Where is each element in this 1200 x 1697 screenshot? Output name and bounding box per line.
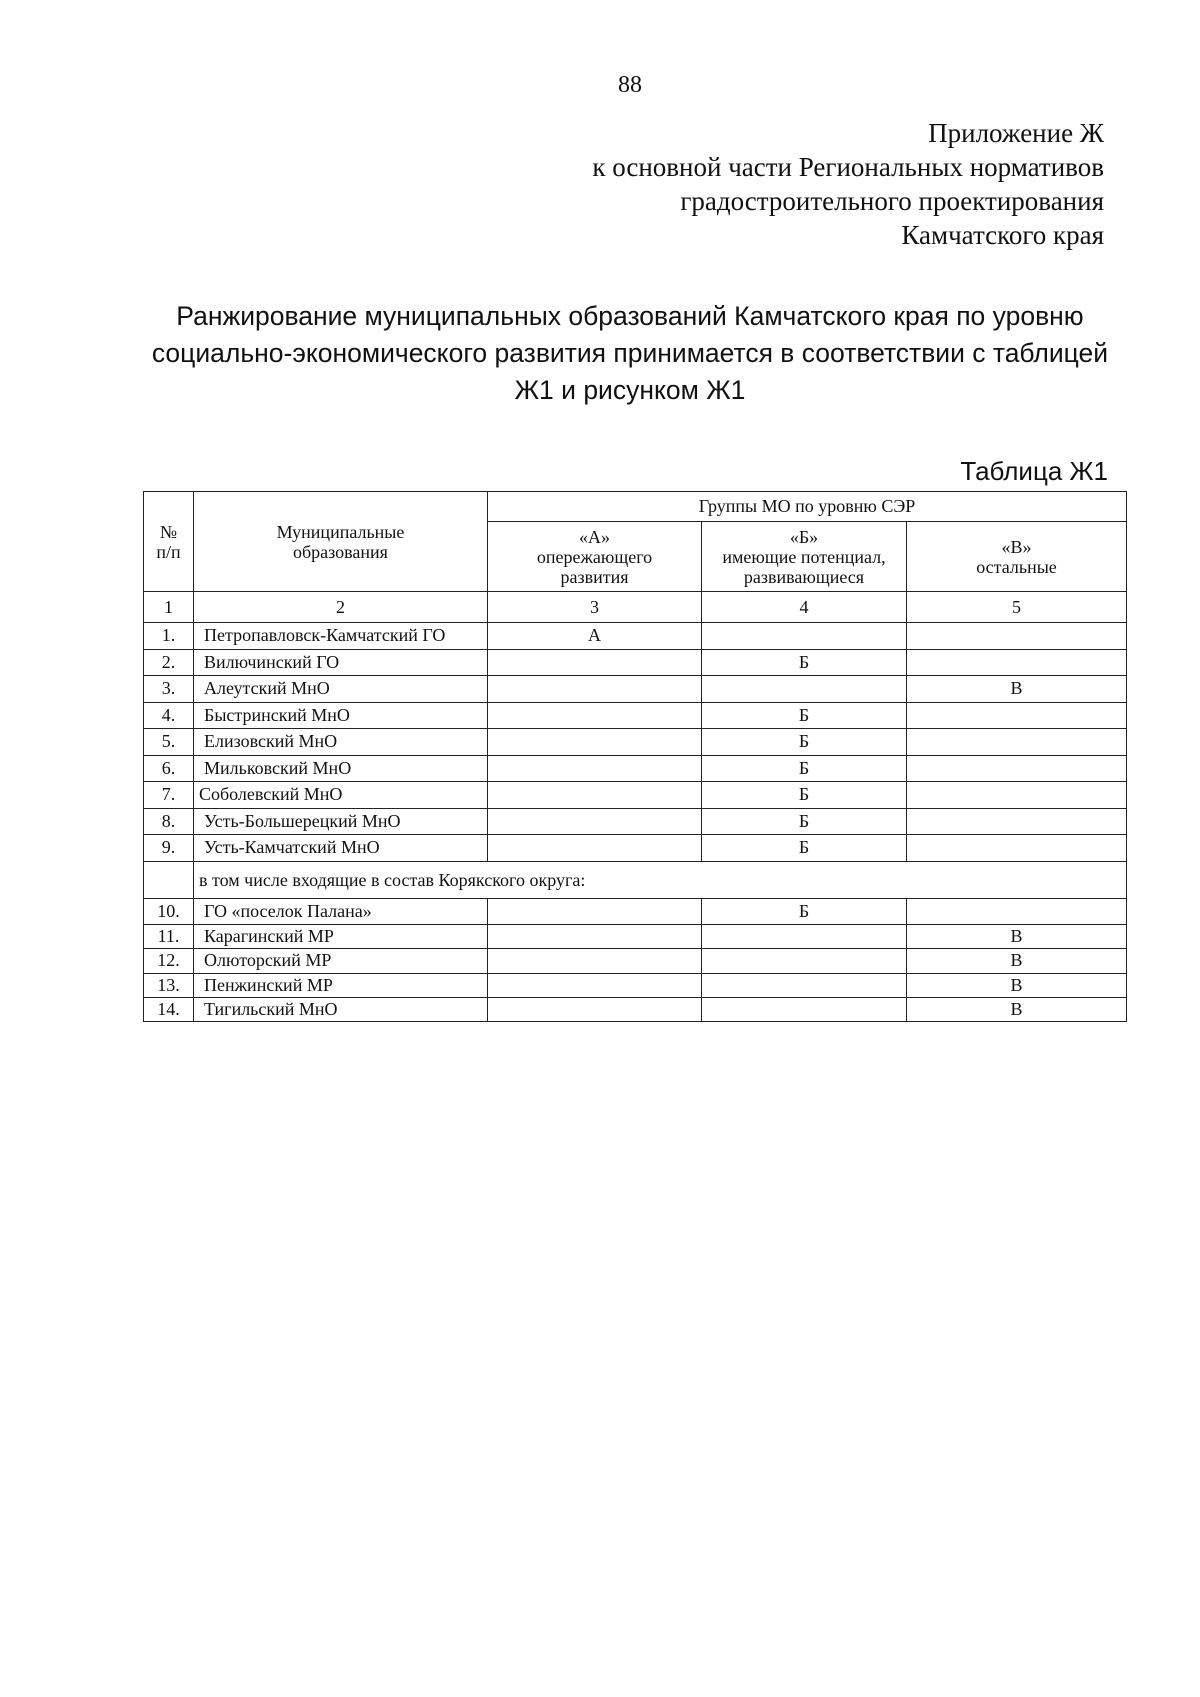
header-num-line: п/п: [156, 541, 181, 562]
row-num: 2.: [144, 649, 194, 676]
row-num: 11.: [144, 925, 194, 949]
header-groups: Группы МО по уровню СЭР: [488, 492, 1127, 522]
intro-line: Ранжирование муниципальных образований Камчатского края по уровню: [176, 301, 1084, 331]
row-num: 14.: [144, 997, 194, 1021]
row-name: Мильковский МнО: [194, 755, 488, 782]
row-name: Петропавловск-Камчатский ГО: [194, 623, 488, 650]
appendix-line: градостроительного проектирования: [680, 186, 1104, 216]
row-name: Олюторский МР: [194, 949, 488, 973]
header-num-line: №: [159, 521, 178, 542]
row-name: Усть-Большерецкий МнО: [194, 808, 488, 835]
group-b-line: «Б»: [789, 526, 819, 547]
group-b-line: развивающиеся: [743, 566, 865, 587]
appendix-title: Приложение Ж: [928, 118, 1104, 148]
row-group-b: Б: [702, 755, 907, 782]
table-row: [144, 729, 1127, 756]
row-num: 12.: [144, 949, 194, 973]
table-row: [144, 997, 1127, 1021]
ranking-table: [143, 491, 1127, 1022]
row-group-a: [488, 729, 702, 756]
row-group-c: [907, 729, 1127, 756]
intro-line: Ж1 и рисунком Ж1: [514, 375, 746, 405]
row-name: Пенжинский МР: [194, 973, 488, 997]
row-group-a: [488, 949, 702, 973]
row-group-b: Б: [702, 808, 907, 835]
row-num: 7.: [144, 782, 194, 809]
row-group-a: [488, 973, 702, 997]
table-row: [144, 973, 1127, 997]
row-name: Быстринский МнО: [194, 702, 488, 729]
row-num: 4.: [144, 702, 194, 729]
row-group-c: [907, 808, 1127, 835]
col-number: 4: [702, 592, 907, 623]
subheading: в том числе входящие в состав Корякского округа:: [194, 861, 1127, 898]
header-mo-line: образования: [293, 541, 388, 562]
row-group-b: [702, 973, 907, 997]
row-group-c: В: [907, 676, 1127, 703]
row-group-b: [702, 676, 907, 703]
row-num: 6.: [144, 755, 194, 782]
group-b-line: имеющие потенциал,: [722, 546, 886, 567]
row-name: Алеутский МнО: [194, 676, 488, 703]
row-group-c: [907, 649, 1127, 676]
subheading-row: [144, 861, 1127, 898]
row-name: Тигильский МнО: [194, 997, 488, 1021]
row-name: Вилючинский ГО: [194, 649, 488, 676]
row-group-a: [488, 755, 702, 782]
row-group-a: [488, 649, 702, 676]
table-row: [144, 925, 1127, 949]
intro-paragraph: [140, 298, 1120, 409]
header-row: [144, 492, 1127, 522]
row-name: Соболевский МнО: [194, 782, 488, 809]
page-number: 88: [618, 72, 642, 98]
row-group-b: Б: [702, 835, 907, 862]
table-row: [144, 702, 1127, 729]
subheading-empty: [144, 861, 194, 898]
row-group-b: [702, 997, 907, 1021]
table-row: [144, 649, 1127, 676]
row-group-c: [907, 782, 1127, 809]
row-group-a: [488, 835, 702, 862]
row-group-c: [907, 898, 1127, 925]
row-group-c: [907, 755, 1127, 782]
row-group-b: Б: [702, 649, 907, 676]
appendix-heading: [592, 116, 1104, 252]
row-group-b: Б: [702, 782, 907, 809]
table-caption: Таблица Ж1: [960, 456, 1108, 486]
intro-line: социально-экономического развития принимается в соответствии с таблицей: [151, 338, 1109, 368]
table-row: [144, 808, 1127, 835]
row-group-a: [488, 702, 702, 729]
group-a-line: развития: [560, 566, 629, 587]
row-group-b: [702, 949, 907, 973]
row-num: 9.: [144, 835, 194, 862]
row-group-c: В: [907, 949, 1127, 973]
col-number: 2: [194, 592, 488, 623]
row-group-a: [488, 898, 702, 925]
table-row: [144, 676, 1127, 703]
row-group-b: [702, 623, 907, 650]
table-row: [144, 835, 1127, 862]
row-group-c: [907, 702, 1127, 729]
row-group-a: [488, 808, 702, 835]
header-group-c: [907, 522, 1127, 592]
column-numbers-row: [144, 592, 1127, 623]
appendix-line: к основной части Региональных нормативов: [592, 152, 1104, 182]
table-row: [144, 755, 1127, 782]
row-group-a: [488, 997, 702, 1021]
table-row: [144, 949, 1127, 973]
row-group-b: [702, 925, 907, 949]
row-group-a: А: [488, 623, 702, 650]
header-group-b: [702, 522, 907, 592]
group-c-line: остальные: [976, 556, 1057, 577]
table-row: [144, 623, 1127, 650]
col-number: 1: [144, 592, 194, 623]
group-a-line: «А»: [579, 526, 610, 547]
row-num: 3.: [144, 676, 194, 703]
header-municipality: [194, 492, 488, 592]
row-name: Усть-Камчатский МнО: [194, 835, 488, 862]
row-group-c: В: [907, 973, 1127, 997]
row-name: Карагинский МР: [194, 925, 488, 949]
group-a-line: опережающего: [536, 546, 653, 567]
row-name: Елизовский МнО: [194, 729, 488, 756]
row-num: 8.: [144, 808, 194, 835]
row-num: 13.: [144, 973, 194, 997]
header-num: [144, 492, 194, 592]
row-group-c: В: [907, 997, 1127, 1021]
group-c-line: «В»: [1001, 536, 1032, 557]
row-group-c: В: [907, 925, 1127, 949]
table-row: [144, 898, 1127, 925]
row-group-b: Б: [702, 702, 907, 729]
row-group-c: [907, 623, 1127, 650]
appendix-line: Камчатского края: [901, 220, 1104, 250]
row-num: 5.: [144, 729, 194, 756]
row-group-b: Б: [702, 729, 907, 756]
table-row: [144, 782, 1127, 809]
row-num: 10.: [144, 898, 194, 925]
row-num: 1.: [144, 623, 194, 650]
header-group-a: [488, 522, 702, 592]
col-number: 3: [488, 592, 702, 623]
row-name: ГО «поселок Палана»: [194, 898, 488, 925]
row-group-a: [488, 925, 702, 949]
header-mo-line: Муниципальные: [276, 521, 405, 542]
row-group-a: [488, 676, 702, 703]
row-group-a: [488, 782, 702, 809]
col-number: 5: [907, 592, 1127, 623]
row-group-c: [907, 835, 1127, 862]
row-group-b: Б: [702, 898, 907, 925]
